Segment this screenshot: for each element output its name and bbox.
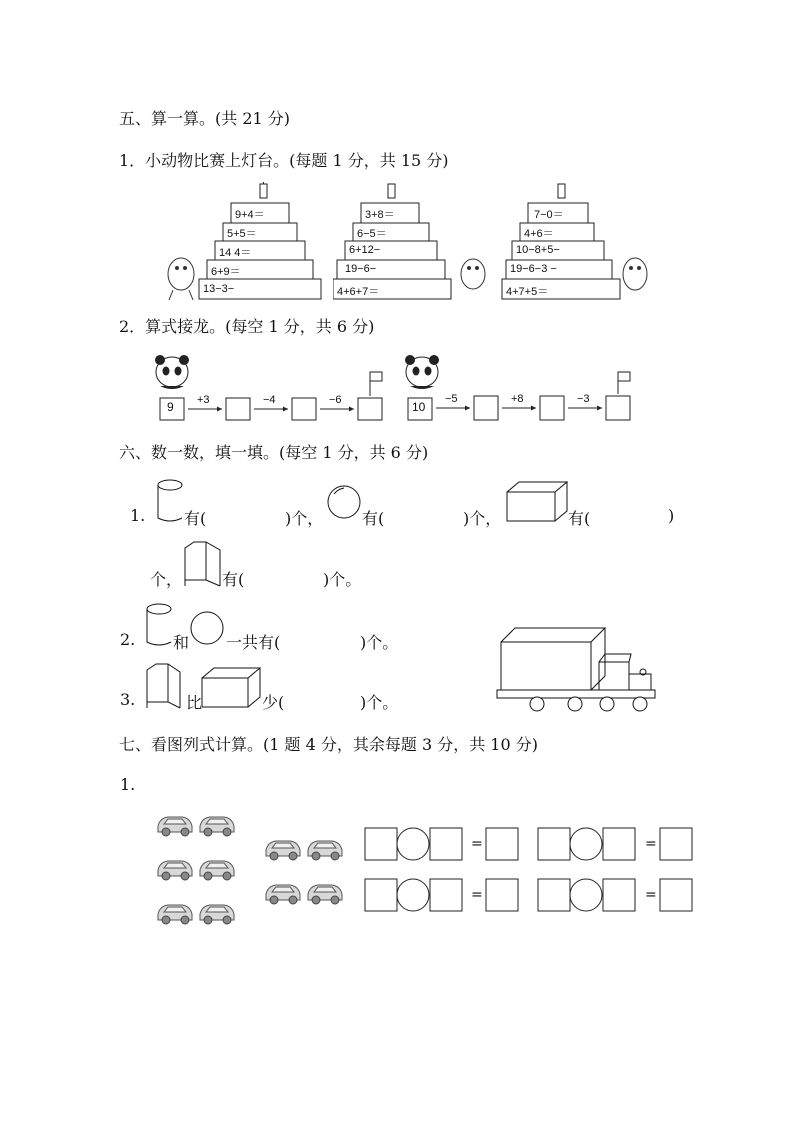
section-7-title: 七、看图列式计算。(1 题 4 分，其余每题 3 分，共 10 分) [119, 735, 538, 754]
chain-2-op-3: −3 [577, 393, 590, 405]
eq-operator-circle[interactable] [570, 879, 602, 911]
tower-1-row-4: 6+9＝ [211, 266, 241, 278]
panda-icon [155, 355, 189, 389]
car-icon [200, 817, 234, 836]
tower-1-row-3: 14 4＝ [219, 247, 252, 259]
car-icon [266, 841, 300, 860]
cylinder-icon [155, 478, 185, 524]
eq-result-box[interactable] [660, 828, 692, 860]
eq-operator-circle[interactable] [570, 828, 602, 860]
equation-3 [365, 879, 518, 911]
tower-2-row-2: 6−5＝ [357, 228, 387, 240]
s6-q1-close-3: ) [668, 506, 675, 525]
equation-4 [538, 879, 692, 911]
eq-number-box[interactable] [538, 828, 570, 860]
tower-3 [500, 182, 660, 304]
s6-q1-has-3: 有( [568, 509, 591, 528]
tower-2 [333, 182, 493, 304]
chain-2-answer-box-1[interactable] [474, 396, 498, 420]
tower-2-row-5: 4+6+7＝ [337, 286, 380, 298]
eq-number-box[interactable] [538, 879, 570, 911]
eq-1-equals: = [471, 836, 483, 852]
car-icon [200, 861, 234, 880]
question-2-title: 2．算式接龙。(每空 1 分，共 6 分) [119, 317, 375, 336]
chain-2-op-1: −5 [445, 393, 458, 405]
s6-q1-number: 1. [130, 506, 146, 525]
tower-1-drawing [165, 182, 325, 304]
chain-2-start: 10 [412, 400, 426, 414]
chain-2-op-2: +8 [511, 393, 524, 405]
s6-q3-text: 少( [262, 693, 285, 712]
sphere-icon [189, 610, 225, 646]
chain-1-start: 9 [167, 400, 174, 414]
eq-number-box[interactable] [603, 828, 635, 860]
s6-q1-close-1: )个， [285, 509, 324, 528]
chain-1-op-2: −4 [263, 394, 276, 406]
eq-3-equals: = [471, 887, 483, 903]
tower-3-row-1: 7−0＝ [534, 209, 564, 221]
truck-figure [495, 620, 665, 715]
eq-result-box[interactable] [660, 879, 692, 911]
chain-1-answer-box-3[interactable] [358, 398, 382, 420]
s6-q3-close: )个。 [360, 693, 399, 712]
s6-q1-has-1: 有( [184, 509, 207, 528]
cube-icon [144, 662, 186, 710]
equation-2 [538, 828, 692, 860]
car-icon [158, 905, 192, 924]
eq-result-box[interactable] [486, 879, 518, 911]
tower-1 [165, 182, 325, 304]
s6-q2-and: 和 [173, 633, 190, 652]
tower-2-row-3: 6+12− [349, 244, 381, 256]
tower-3-row-3: 10−8+5− [516, 244, 560, 256]
car-icon [158, 861, 192, 880]
s6-q3-than: 比 [186, 693, 203, 712]
cube-icon [182, 540, 224, 588]
car-group [150, 808, 360, 928]
tower-1-row-2: 5+5＝ [227, 228, 257, 240]
car-icon [308, 841, 342, 860]
chain-2-answer-box-2[interactable] [540, 396, 564, 420]
s6-q2-close: )个。 [360, 633, 399, 652]
panda-icon [405, 355, 439, 389]
eq-result-box[interactable] [486, 828, 518, 860]
section-6-title: 六、数一数，填一填。(每空 1 分，共 6 分) [119, 443, 429, 462]
flag-icon [618, 372, 630, 394]
eq-number-box[interactable] [603, 879, 635, 911]
section-5-title: 五、算一算。(共 21 分) [119, 109, 291, 128]
s6-q2-number: 2. [120, 630, 136, 649]
number-chain [150, 352, 650, 427]
cuboid-icon [200, 666, 264, 710]
sphere-icon [326, 484, 362, 520]
tower-3-row-4: 19−6−3 − [510, 263, 557, 275]
eq-4-equals: = [645, 887, 657, 903]
s6-q2-text: 一共有( [226, 633, 281, 652]
car-icon [158, 817, 192, 836]
chain-1-answer-box-1[interactable] [226, 398, 250, 420]
chain-1-answer-box-2[interactable] [292, 398, 316, 420]
cuboid-icon [505, 480, 569, 524]
tower-2-row-1: 3+8＝ [365, 209, 395, 221]
car-icon [200, 905, 234, 924]
tower-1-row-1: 9+4＝ [235, 209, 265, 221]
s7-q1-number: 1. [120, 775, 136, 794]
eq-2-equals: = [645, 836, 657, 852]
tower-2-row-4: 19−6− [345, 263, 377, 275]
eq-number-box[interactable] [430, 879, 462, 911]
car-icon [266, 885, 300, 904]
cylinder-icon [144, 602, 174, 648]
s6-q1b-ge: 个， [150, 570, 183, 589]
eq-number-box[interactable] [365, 879, 397, 911]
eq-number-box[interactable] [430, 828, 462, 860]
chain-2-answer-box-3[interactable] [606, 396, 630, 420]
eq-operator-circle[interactable] [397, 828, 429, 860]
s6-q1-close-2: )个， [463, 509, 502, 528]
s6-q1b-close: )个。 [323, 570, 362, 589]
s6-q1b-has: 有( [222, 570, 245, 589]
eq-number-box[interactable] [365, 828, 397, 860]
car-icon [308, 885, 342, 904]
chain-1-op-3: −6 [329, 394, 342, 406]
s6-q1-has-2: 有( [362, 509, 385, 528]
flag-icon [370, 372, 382, 396]
eq-operator-circle[interactable] [397, 879, 429, 911]
question-1-title: 1．小动物比赛上灯台。(每题 1 分，共 15 分) [119, 151, 449, 170]
chain-1-op-1: +3 [197, 394, 210, 406]
tower-1-row-5: 13−3− [203, 283, 235, 295]
tower-3-row-5: 4+7+5＝ [506, 286, 549, 298]
tower-3-row-2: 4+6＝ [524, 228, 554, 240]
s6-q3-number: 3. [120, 690, 136, 709]
equation-1 [365, 828, 518, 860]
